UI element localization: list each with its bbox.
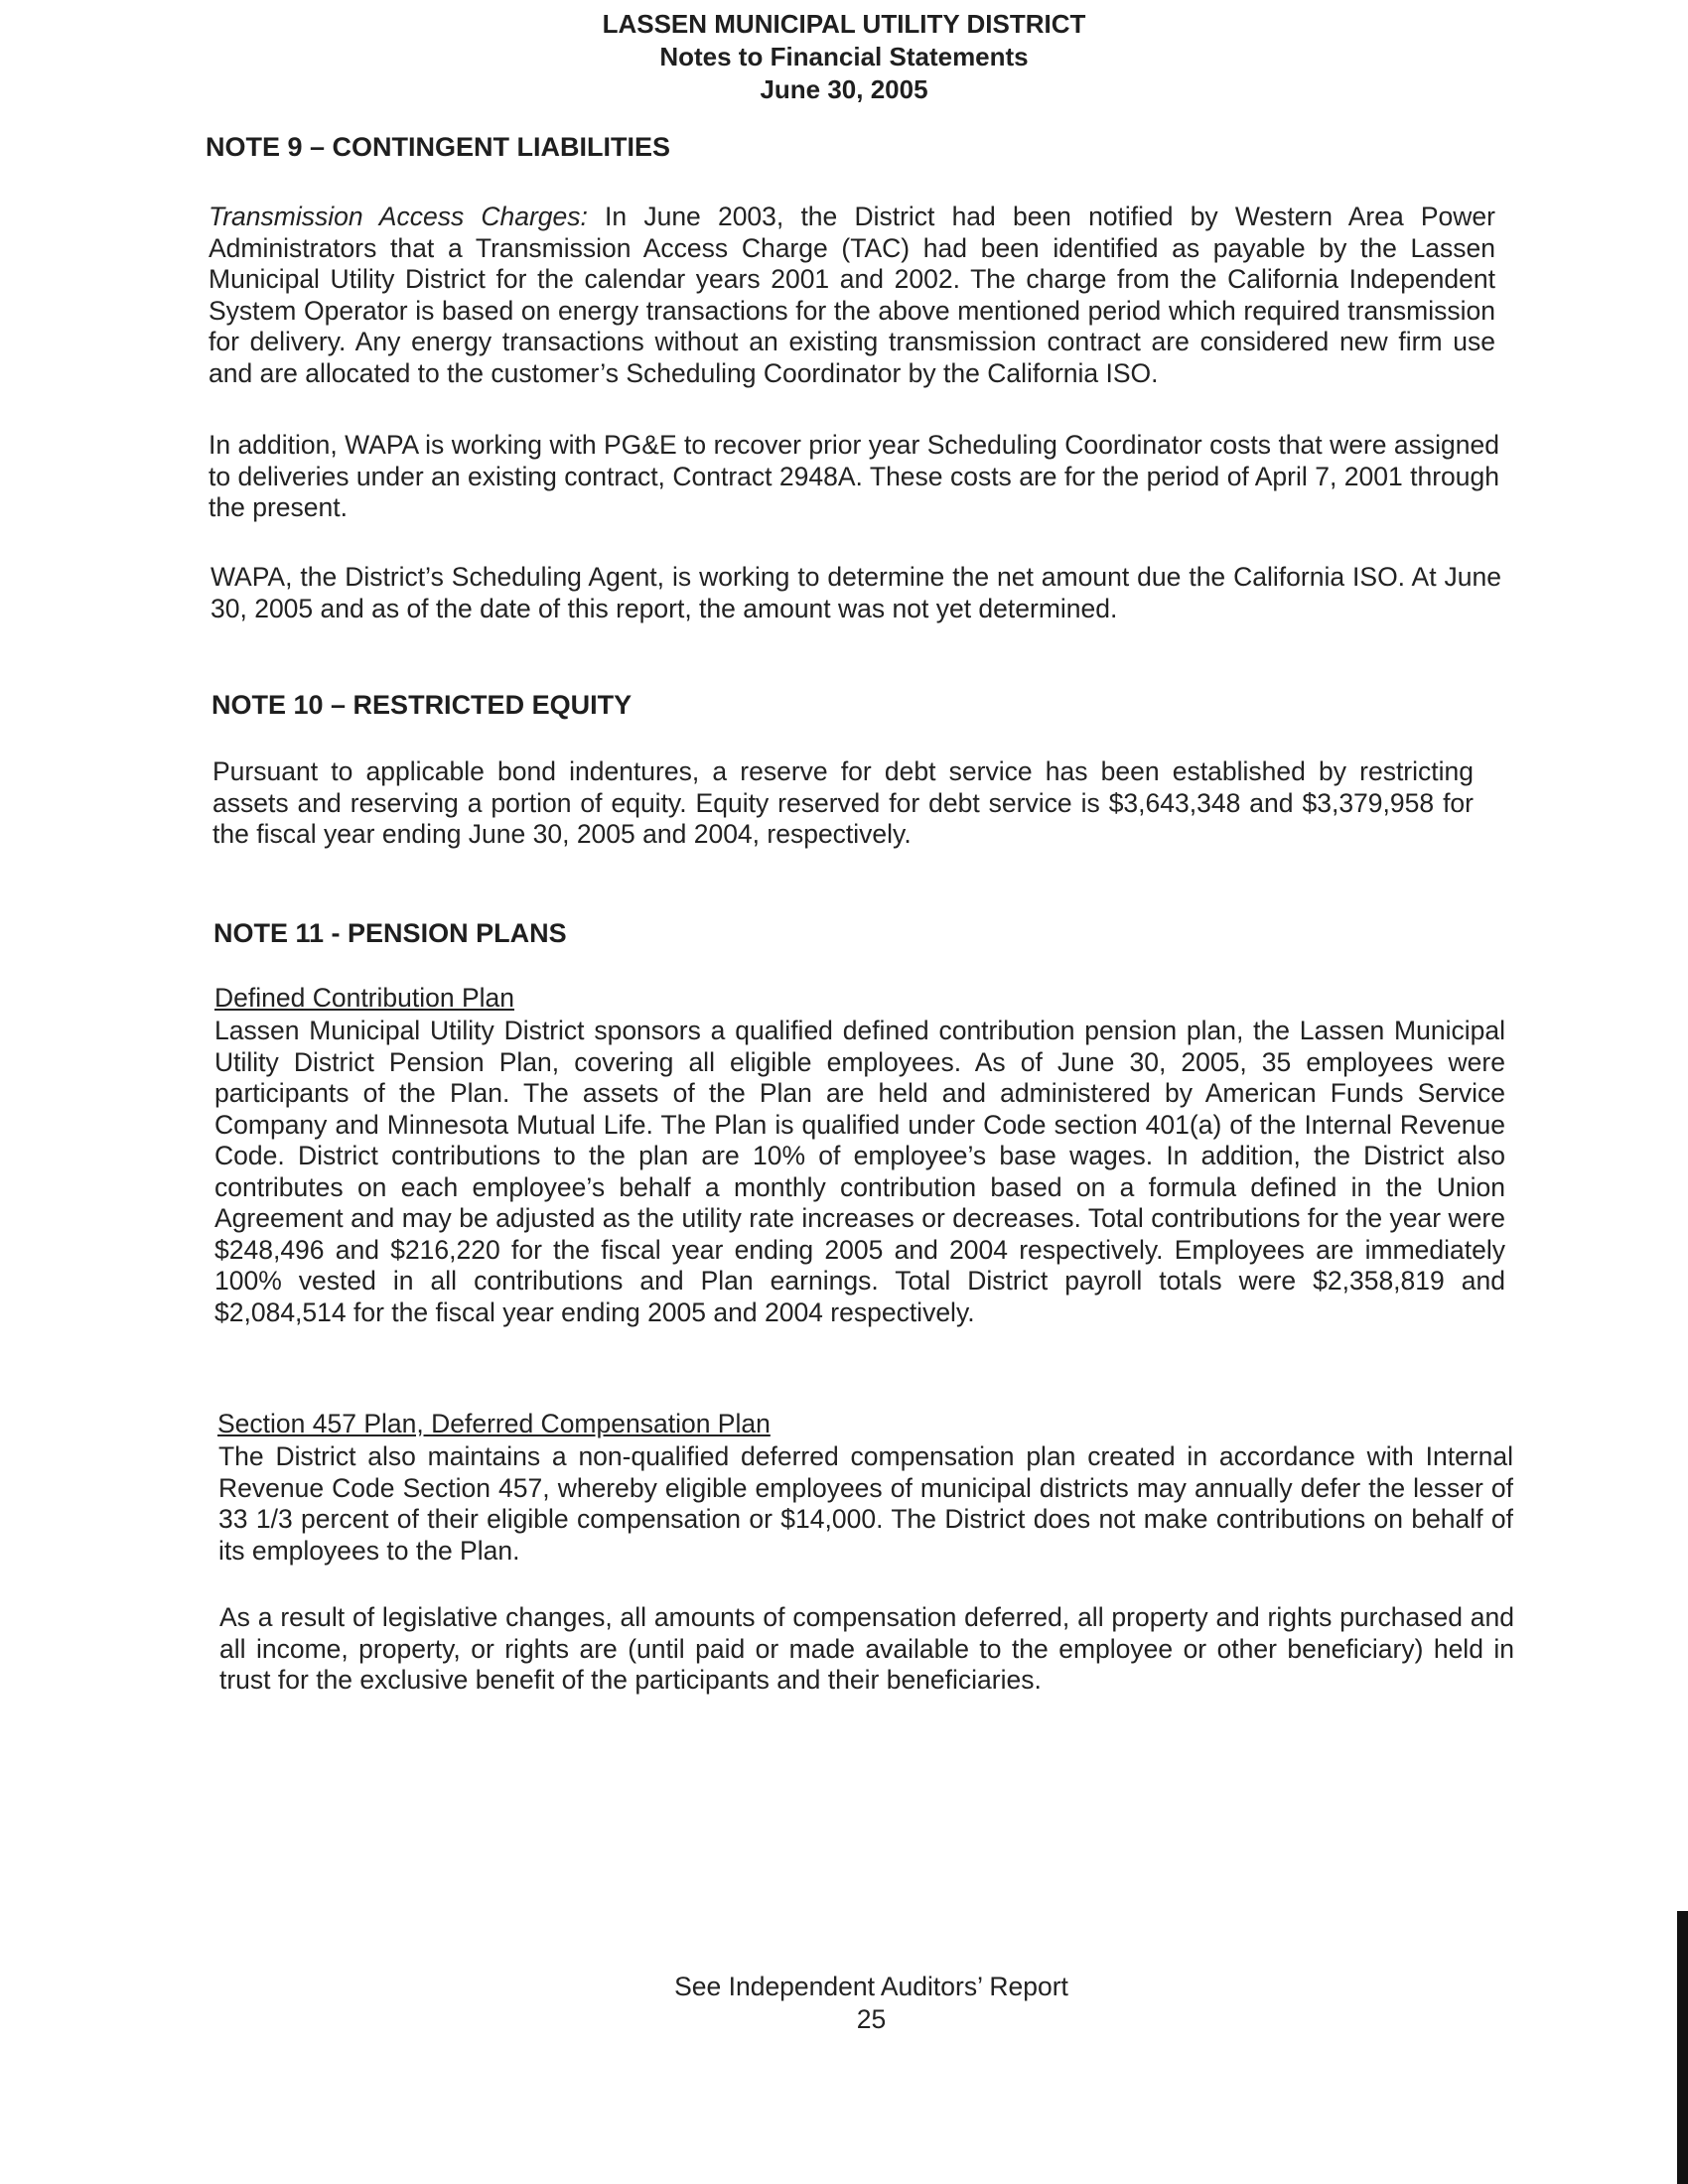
note-11-heading: NOTE 11 - PENSION PLANS — [213, 918, 567, 948]
legislative-changes-paragraph: As a result of legislative changes, all amounts of compensation deferred, all property and rights purchased and all income, property, or rights are (until paid or made available to the employee or other beneficiary) held in trust for the exclusive benefit of the participants and their beneficiaries. — [219, 1602, 1514, 1695]
note-10-paragraph: Pursuant to applicable bond indentures, a reserve for debt service has been established by restricting assets and reserving a portion of equity. Equity reserved for debt service is $3,643,348 and $3,379,958 for the fiscal year ending June 30, 2005 and 2004, respectively. — [212, 756, 1474, 849]
scan-edge-shadow — [1677, 1911, 1688, 2184]
note-9-lead: Transmission Access Charges: — [209, 202, 588, 231]
note-9-paragraph-3: WAPA, the District’s Scheduling Agent, is working to determine the net amount due the California ISO. At June 30, 2005 and as of the date of this report, the amount was not yet determined. — [211, 562, 1501, 623]
section-457-subheading: Section 457 Plan, Deferred Compensation Plan — [217, 1409, 771, 1438]
page-footer — [0, 1971, 1688, 2036]
note-9-body: In June 2003, the District had been notified by Western Area Power Administrators that a Transmission Access Charge (TAC) had been identified as payable by the Lassen Municipal Utility District for the calendar years 2001 and 2002. The charge from the California Independent System Operator is based on energy transactions for the above mentioned period which required transmission for delivery. Any energy transactions without an existing transmission contract are considered new firm use and are allocated to the customer’s Scheduling Coordinator by the California ISO. — [209, 202, 1495, 388]
document-date: June 30, 2005 — [760, 74, 928, 104]
defined-contribution-subheading: Defined Contribution Plan — [214, 983, 514, 1013]
note-10-heading: NOTE 10 – RESTRICTED EQUITY — [211, 690, 633, 720]
organization-name: LASSEN MUNICIPAL UTILITY DISTRICT — [602, 9, 1086, 39]
document-subtitle: Notes to Financial Statements — [659, 42, 1029, 71]
page-number: 25 — [856, 2004, 887, 2034]
note-9-paragraph-1 — [209, 202, 1495, 389]
note-9-paragraph-2: In addition, WAPA is working with PG&E to recover prior year Scheduling Coordinator costs that were assigned to deliveries under an existing contract, Contract 2948A. These costs are for the period of April 7, 2001 through the present. — [209, 430, 1499, 522]
defined-contribution-paragraph: Lassen Municipal Utility District sponsors a qualified defined contribution pension plan, the Lassen Municipal Utility District Pension Plan, covering all eligible employees. As of June 30, 2005, 35 employees were participants of the Plan. The assets of the Plan are held and administered by American Funds Service Company and Minnesota Mutual Life. The Plan is qualified under Code section 401(a) of the Internal Revenue Code. District contributions to the plan are 10% of employee’s base wages. In addition, the District also contributes on each employee’s behalf a monthly contribution based on a formula defined in the Union Agreement and may be adjusted as the utility rate increases or decreases. Total contributions for the year were $248,496 and $216,220 for the fiscal year ending 2005 and 2004 respectively. Employees are immediately 100% vested in all contributions and Plan earnings. Total District payroll totals were $2,358,819 and $2,084,514 for the fiscal year ending 2005 and 2004 respectively. — [214, 1016, 1505, 1327]
auditors-report-reference: See Independent Auditors’ Report — [674, 1972, 1068, 2001]
note-9-heading: NOTE 9 – CONTINGENT LIABILITIES — [206, 132, 671, 162]
section-457-paragraph: The District also maintains a non-qualified deferred compensation plan created in accordance with Internal Revenue Code Section 457, whereby eligible employees of municipal districts may annually defer the lesser of 33 1/3 percent of their eligible compensation or $14,000. The District does not make contributions on behalf of its employees to the Plan. — [218, 1441, 1513, 1566]
page-header — [0, 8, 1688, 106]
